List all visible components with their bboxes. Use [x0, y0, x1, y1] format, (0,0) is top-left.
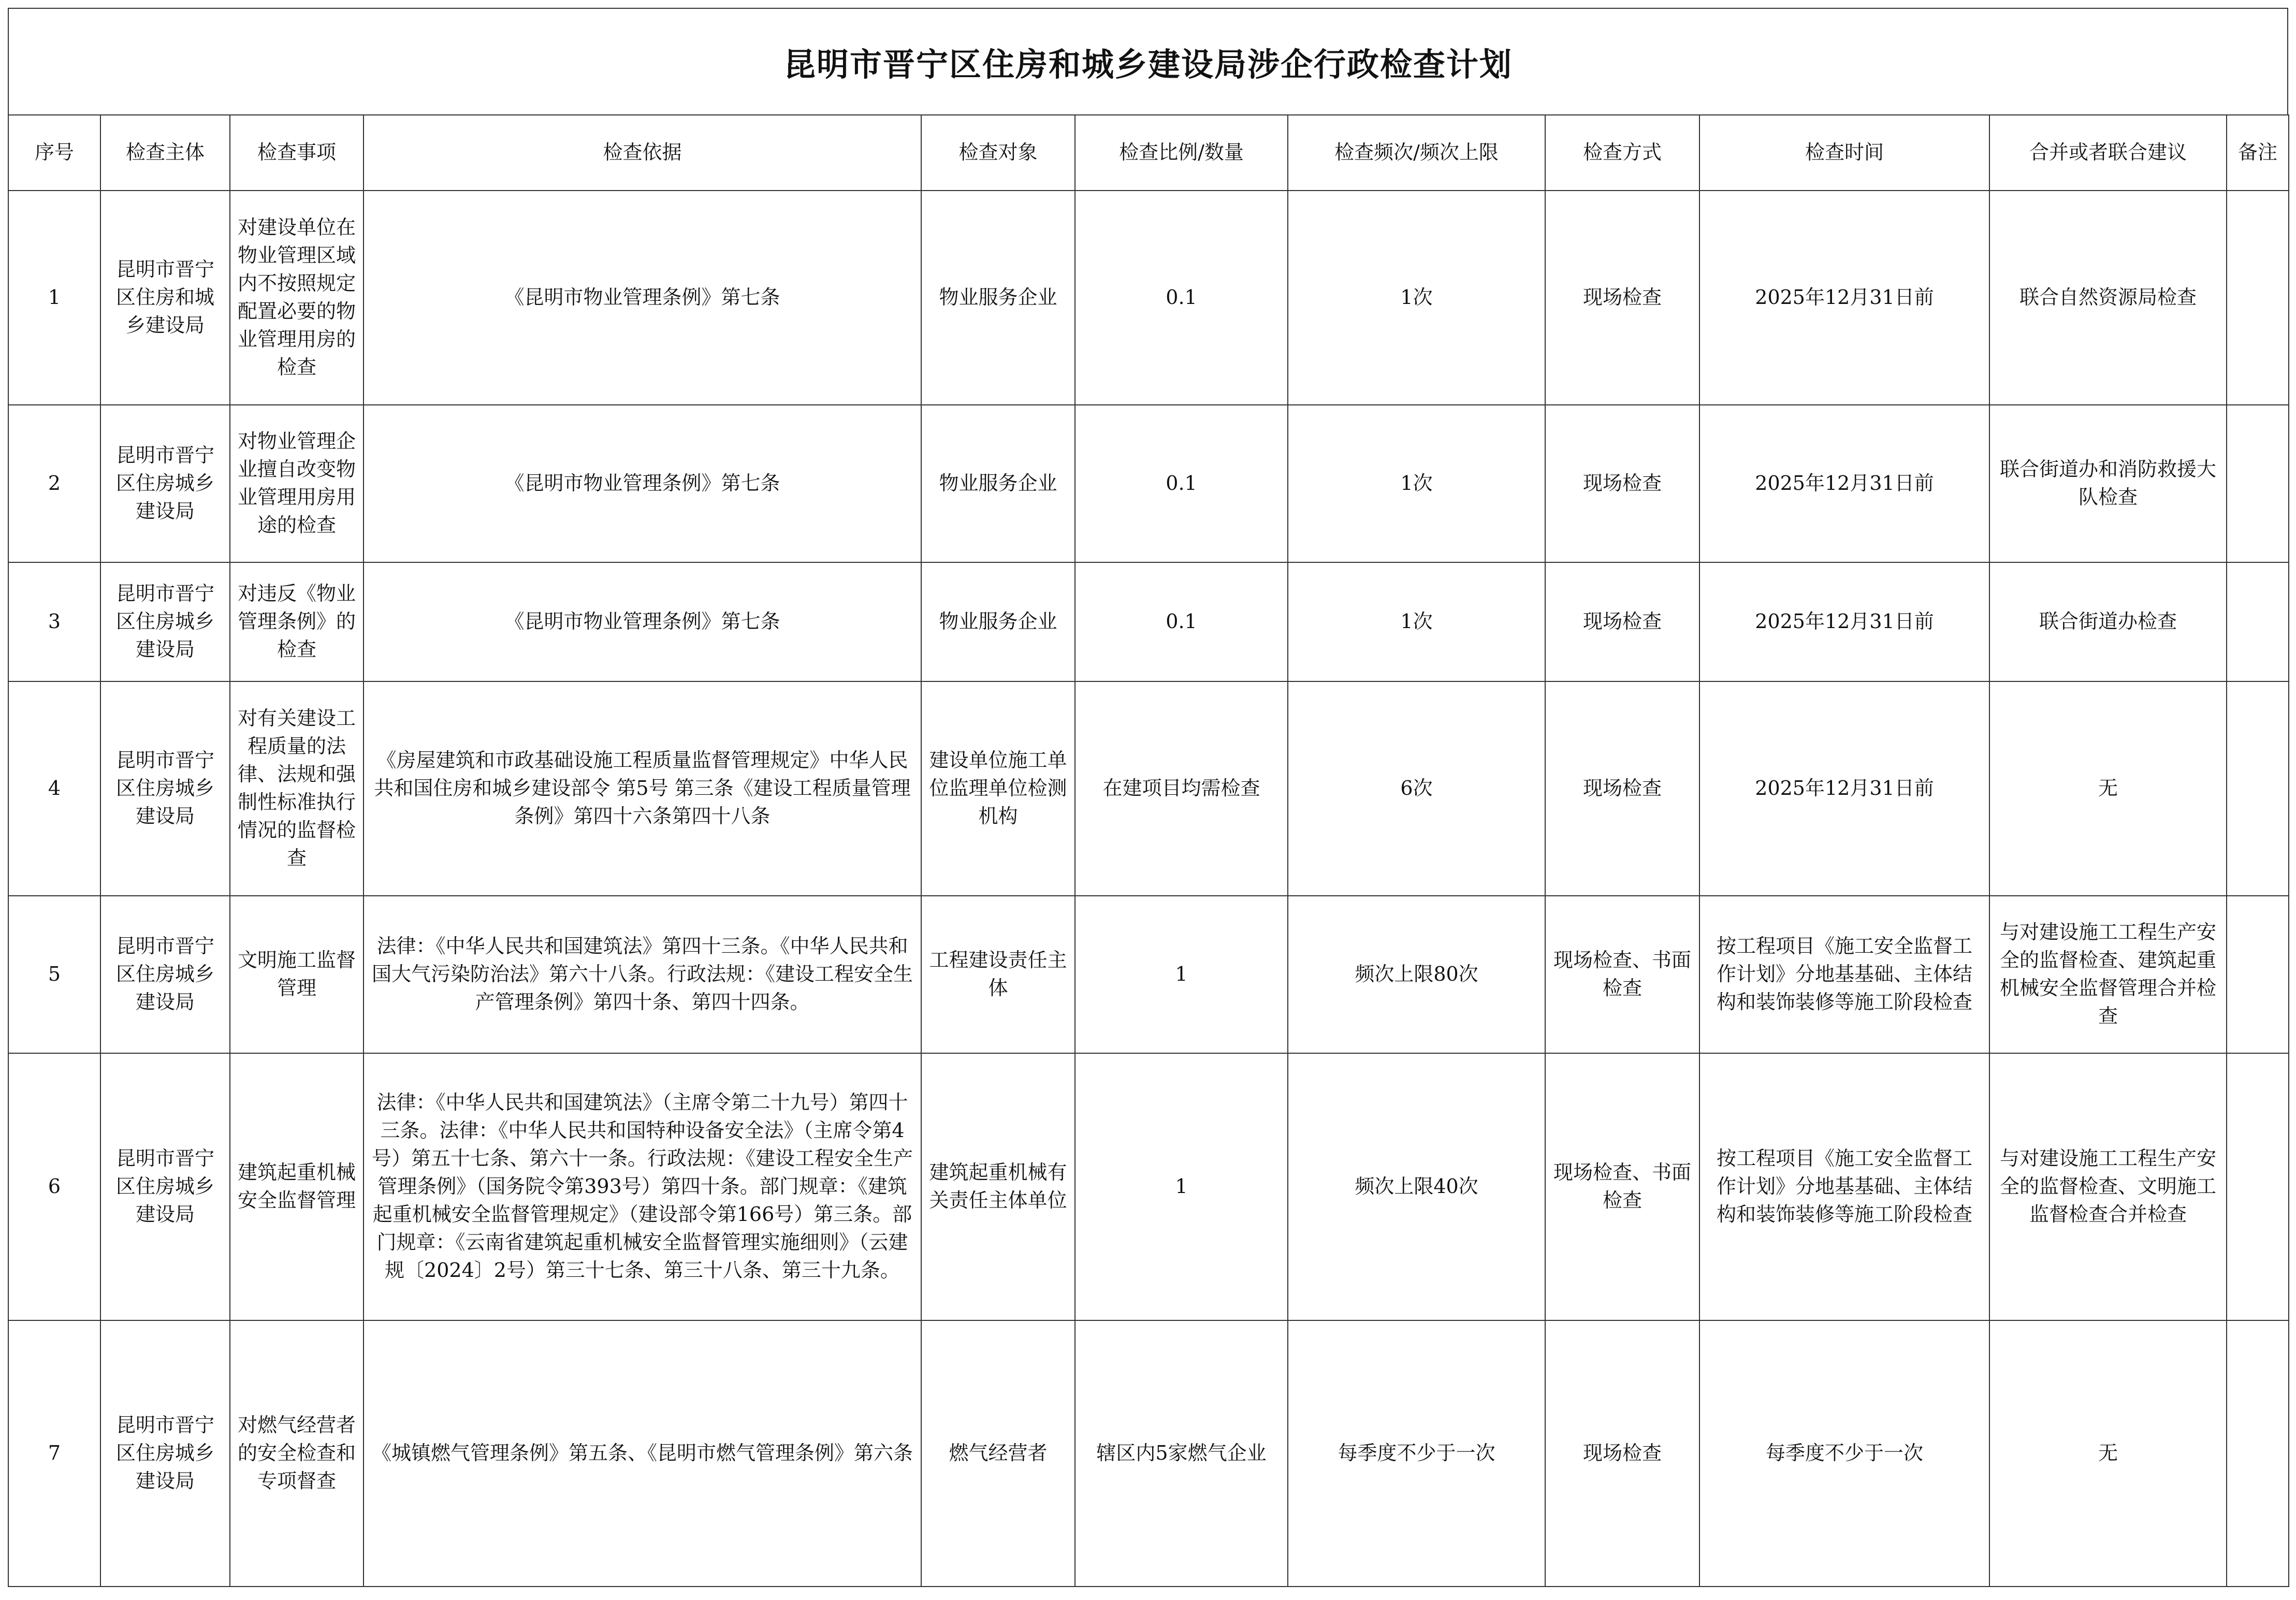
cell-subject: 昆明市晋宁区住房城乡建设局: [100, 1320, 230, 1587]
cell-item: 对建设单位在物业管理区域内不按照规定配置必要的物业管理用房的检查: [230, 191, 364, 405]
cell-method: 现场检查、书面检查: [1545, 1053, 1699, 1320]
header-joint: 合并或者联合建议: [1989, 115, 2227, 191]
table-row: [8, 1053, 2289, 1320]
cell-target: 物业服务企业: [921, 191, 1075, 405]
cell-no: 1: [8, 191, 100, 405]
cell-subject: 昆明市晋宁区住房城乡建设局: [100, 405, 230, 562]
header-time: 检查时间: [1699, 115, 1989, 191]
header-row: [8, 115, 2289, 191]
cell-item: 建筑起重机械安全监督管理: [230, 1053, 364, 1320]
cell-note: [2227, 681, 2289, 896]
cell-ratio: 1: [1075, 896, 1288, 1053]
cell-method: 现场检查: [1545, 405, 1699, 562]
page-title: 昆明市晋宁区住房和城乡建设局涉企行政检查计划: [783, 45, 1513, 83]
table-row: [8, 191, 2289, 405]
cell-target: 燃气经营者: [921, 1320, 1075, 1587]
cell-item: 对有关建设工程质量的法律、法规和强制性标准执行情况的监督检查: [230, 681, 364, 896]
cell-no: 3: [8, 562, 100, 681]
header-frequency: 检查频次/频次上限: [1288, 115, 1545, 191]
inspection-plan-sheet: [8, 8, 2288, 1587]
cell-time: 2025年12月31日前: [1699, 191, 1989, 405]
cell-target: 物业服务企业: [921, 562, 1075, 681]
cell-item: 文明施工监督管理: [230, 896, 364, 1053]
header-note: 备注: [2227, 115, 2289, 191]
header-no: 序号: [8, 115, 100, 191]
cell-note: [2227, 562, 2289, 681]
cell-time: 每季度不少于一次: [1699, 1320, 1989, 1587]
cell-joint: 无: [1989, 681, 2227, 896]
cell-note: [2227, 191, 2289, 405]
cell-time: 2025年12月31日前: [1699, 681, 1989, 896]
cell-method: 现场检查: [1545, 191, 1699, 405]
table-row: [8, 405, 2289, 562]
cell-frequency: 频次上限80次: [1288, 896, 1545, 1053]
cell-ratio: 0.1: [1075, 191, 1288, 405]
cell-target: 工程建设责任主体: [921, 896, 1075, 1053]
cell-time: 2025年12月31日前: [1699, 562, 1989, 681]
cell-target: 建设单位施工单位监理单位检测机构: [921, 681, 1075, 896]
cell-note: [2227, 1320, 2289, 1587]
cell-item: 对燃气经营者的安全检查和专项督查: [230, 1320, 364, 1587]
header-item: 检查事项: [230, 115, 364, 191]
cell-frequency: 6次: [1288, 681, 1545, 896]
cell-method: 现场检查、书面检查: [1545, 896, 1699, 1053]
cell-frequency: 1次: [1288, 405, 1545, 562]
cell-basis: 《房屋建筑和市政基础设施工程质量监督管理规定》中华人民共和国住房和城乡建设部令 第5号 第三条《建设工程质量管理条例》第四十六条第四十八条: [364, 681, 921, 896]
title-box: [8, 8, 2288, 114]
cell-time: 2025年12月31日前: [1699, 405, 1989, 562]
cell-note: [2227, 1053, 2289, 1320]
cell-item: 对违反《物业管理条例》的检查: [230, 562, 364, 681]
cell-joint: 无: [1989, 1320, 2227, 1587]
cell-time: 按工程项目《施工安全监督工作计划》分地基基础、主体结构和装饰装修等施工阶段检查: [1699, 896, 1989, 1053]
cell-note: [2227, 896, 2289, 1053]
cell-no: 5: [8, 896, 100, 1053]
cell-ratio: 0.1: [1075, 562, 1288, 681]
header-subject: 检查主体: [100, 115, 230, 191]
cell-frequency: 每季度不少于一次: [1288, 1320, 1545, 1587]
header-basis: 检查依据: [364, 115, 921, 191]
cell-joint: 联合街道办检查: [1989, 562, 2227, 681]
cell-joint: 与对建设施工工程生产安全的监督检查、建筑起重机械安全监督管理合并检查: [1989, 896, 2227, 1053]
inspection-plan-table: [8, 114, 2289, 1587]
cell-ratio: 辖区内5家燃气企业: [1075, 1320, 1288, 1587]
cell-method: 现场检查: [1545, 562, 1699, 681]
cell-basis: 《昆明市物业管理条例》第七条: [364, 405, 921, 562]
cell-note: [2227, 405, 2289, 562]
header-target: 检查对象: [921, 115, 1075, 191]
cell-subject: 昆明市晋宁区住房城乡建设局: [100, 1053, 230, 1320]
cell-basis: 法律：《中华人民共和国建筑法》第四十三条。《中华人民共和国大气污染防治法》第六十八条。行政法规：《建设工程安全生产管理条例》第四十条、第四十四条。: [364, 896, 921, 1053]
cell-subject: 昆明市晋宁区住房城乡建设局: [100, 681, 230, 896]
cell-target: 建筑起重机械有关责任主体单位: [921, 1053, 1075, 1320]
cell-no: 7: [8, 1320, 100, 1587]
table-row: [8, 896, 2289, 1053]
cell-frequency: 1次: [1288, 191, 1545, 405]
table-row: [8, 562, 2289, 681]
cell-item: 对物业管理企业擅自改变物业管理用房用途的检查: [230, 405, 364, 562]
cell-target: 物业服务企业: [921, 405, 1075, 562]
header-ratio: 检查比例/数量: [1075, 115, 1288, 191]
cell-frequency: 1次: [1288, 562, 1545, 681]
cell-no: 4: [8, 681, 100, 896]
cell-ratio: 0.1: [1075, 405, 1288, 562]
cell-ratio: 1: [1075, 1053, 1288, 1320]
cell-method: 现场检查: [1545, 1320, 1699, 1587]
cell-basis: 法律：《中华人民共和国建筑法》（主席令第二十九号）第四十三条。法律：《中华人民共和国特种设备安全法》（主席令第4号）第五十七条、第六十一条。行政法规：《建设工程安全生产管理条例》（国务院令第393号）第四十条。部门规章：《建筑起重机械安全监督管理规定》（建设部令第166号）第三条。部门规章：《云南省建筑起重机械安全监督管理实施细则》（云建规〔2024〕2号）第三十七条、第三十八条、第三十九条。: [364, 1053, 921, 1320]
table-row: [8, 681, 2289, 896]
header-method: 检查方式: [1545, 115, 1699, 191]
cell-basis: 《昆明市物业管理条例》第七条: [364, 562, 921, 681]
cell-basis: 《昆明市物业管理条例》第七条: [364, 191, 921, 405]
cell-joint: 联合自然资源局检查: [1989, 191, 2227, 405]
cell-subject: 昆明市晋宁区住房城乡建设局: [100, 562, 230, 681]
cell-no: 6: [8, 1053, 100, 1320]
cell-subject: 昆明市晋宁区住房和城乡建设局: [100, 191, 230, 405]
cell-joint: 联合街道办和消防救援大队检查: [1989, 405, 2227, 562]
cell-ratio: 在建项目均需检查: [1075, 681, 1288, 896]
cell-no: 2: [8, 405, 100, 562]
table-row: [8, 1320, 2289, 1587]
cell-subject: 昆明市晋宁区住房城乡建设局: [100, 896, 230, 1053]
cell-joint: 与对建设施工工程生产安全的监督检查、文明施工监督检查合并检查: [1989, 1053, 2227, 1320]
cell-method: 现场检查: [1545, 681, 1699, 896]
cell-time: 按工程项目《施工安全监督工作计划》分地基基础、主体结构和装饰装修等施工阶段检查: [1699, 1053, 1989, 1320]
cell-basis: 《城镇燃气管理条例》第五条、《昆明市燃气管理条例》第六条: [364, 1320, 921, 1587]
cell-frequency: 频次上限40次: [1288, 1053, 1545, 1320]
